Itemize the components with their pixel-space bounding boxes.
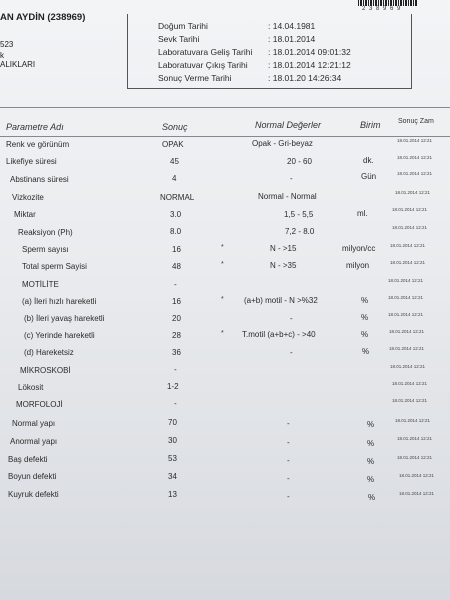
time-abstinence: 18.01.2014 12:21 [397, 171, 433, 176]
dates-box [127, 14, 412, 89]
time-color-appearance: 18.01.2014 12:21 [397, 138, 433, 143]
result-tail-defect: 13 [168, 490, 177, 499]
referral-date-value: : 18.01.2014 [268, 34, 316, 44]
header-parameter: Parametre Adı [6, 122, 64, 132]
birth-date-value: : 14.04.1981 [268, 21, 316, 31]
param-liquefaction: Likefiye süresi [6, 157, 57, 166]
time-motility-heading: 18.01.2014 12:21 [388, 278, 424, 283]
result-head-defect: 53 [168, 454, 177, 463]
abnormal-flag-motility-c: * [221, 330, 224, 337]
time-ph: 18.01.2014 12:21 [392, 225, 428, 230]
time-abnormal-structure: 18.01.2014 12:21 [397, 436, 433, 441]
result-abnormal-structure: 30 [168, 436, 177, 445]
patient-department-fragment: ALIKLARI [0, 60, 36, 69]
table-top-divider [0, 107, 450, 108]
param-total-sperm: Total sperm Sayisi [22, 262, 87, 271]
result-leukocyte: 1-2 [167, 382, 179, 391]
unit-normal-structure: % [367, 420, 375, 429]
param-viscosity: Vizkozite [12, 193, 44, 202]
lab-exit-label: Laboratuvar Çıkış Tarihi [158, 60, 248, 70]
normal-volume: 1,5 - 5,5 [284, 210, 314, 219]
result-motility-a: 16 [172, 297, 181, 306]
param-leukocyte: Lökosit [18, 383, 44, 392]
param-abstinence: Abstinans süresi [10, 175, 69, 184]
lab-arrival-label: Laboratuvara Geliş Tarihi [158, 47, 253, 57]
normal-tail-defect: - [287, 492, 290, 501]
param-motility-b: (b) İleri yavaş hareketli [24, 314, 105, 323]
normal-neck-defect: - [287, 474, 290, 483]
normal-abstinence: - [290, 174, 293, 183]
header-result: Sonuç [162, 122, 188, 132]
param-motility-d: (d) Hareketsiz [24, 348, 74, 357]
result-normal-structure: 70 [168, 418, 177, 427]
param-color-appearance: Renk ve görünüm [6, 140, 70, 149]
abnormal-flag-sperm-count: * [221, 244, 224, 251]
time-motility-b: 18.01.2014 12:21 [388, 312, 424, 317]
patient-name: AN AYDİN (238969) [0, 12, 86, 23]
patient-info-fragment: k [0, 51, 4, 60]
time-neck-defect: 18.01.2014 12:21 [399, 473, 435, 478]
result-sperm-count: 16 [172, 245, 181, 254]
time-tail-defect: 18.01.2014 12:21 [399, 491, 435, 496]
time-normal-structure: 18.01.2014 12:21 [395, 418, 431, 423]
header-result-time: Sonuç Zam [398, 118, 434, 125]
result-viscosity: NORMAL [160, 193, 195, 202]
param-ph: Reaksiyon (Ph) [18, 228, 73, 237]
time-liquefaction: 18.01.2014 12:21 [397, 155, 433, 160]
unit-sperm-count: milyon/cc [342, 244, 376, 253]
result-ph: 8.0 [170, 227, 182, 236]
unit-motility-c: % [361, 330, 369, 339]
normal-total-sperm: N - >35 [270, 261, 297, 270]
time-total-sperm: 18.01.2014 12:21 [390, 260, 426, 265]
param-motility-heading: MOTİLİTE [22, 280, 59, 289]
param-morphology-heading: MORFOLOJİ [16, 400, 63, 409]
unit-liquefaction: dk. [363, 156, 374, 165]
normal-head-defect: - [287, 456, 290, 465]
referral-date-label: Sevk Tarihi [158, 34, 200, 44]
result-microscopy-heading: - [174, 365, 177, 374]
result-morphology-heading: - [174, 399, 177, 408]
param-sperm-count: Sperm sayısı [22, 245, 69, 254]
normal-ph: 7,2 - 8.0 [285, 227, 315, 236]
unit-volume: ml. [357, 209, 368, 218]
normal-motility-d: - [290, 348, 293, 357]
unit-head-defect: % [367, 457, 375, 466]
normal-motility-b: - [290, 314, 293, 323]
normal-motility-a: (a+b) motil - N >%32 [244, 296, 318, 305]
header-unit: Birim [360, 120, 381, 130]
unit-tail-defect: % [368, 493, 376, 502]
time-motility-c: 18.01.2014 12:21 [389, 329, 425, 334]
normal-motility-c: T.motil (a+b+c) - >40 [242, 330, 316, 339]
param-motility-a: (a) İleri hızlı hareketli [22, 297, 97, 306]
abnormal-flag-motility-a: * [221, 296, 224, 303]
param-neck-defect: Boyun defekti [8, 472, 57, 481]
time-motility-a: 18.01.2014 12:21 [388, 295, 424, 300]
result-color-appearance: OPAK [162, 140, 184, 149]
time-volume: 18.01.2014 12:21 [392, 207, 428, 212]
normal-liquefaction: 20 - 60 [287, 157, 312, 166]
header-divider [0, 136, 450, 137]
time-motility-d: 18.01.2014 12:21 [389, 346, 425, 351]
birth-date-label: Doğum Tarihi [158, 21, 208, 31]
time-head-defect: 18.01.2014 12:21 [397, 455, 433, 460]
result-date-value: : 18.01.20 14:26:34 [268, 73, 342, 83]
normal-normal-structure: - [287, 419, 290, 428]
normal-color-appearance: Opak - Gri-beyaz [252, 139, 313, 148]
unit-motility-a: % [361, 296, 369, 305]
result-motility-b: 20 [172, 314, 181, 323]
param-microscopy-heading: MİKROSKOBİ [20, 366, 71, 375]
time-viscosity: 18.01.2014 12:21 [395, 190, 431, 195]
normal-viscosity: Normal - Normal [258, 192, 317, 201]
header-normal-values: Normal Değerler [255, 120, 322, 130]
time-microscopy-heading: 18.01.2014 12:21 [390, 364, 426, 369]
barcode-number: 2 3 8 9 6 9 [362, 6, 402, 12]
param-volume: Miktar [14, 210, 36, 219]
lab-exit-value: : 18.01.2014 12:21:12 [268, 60, 351, 70]
normal-sperm-count: N - >15 [270, 244, 297, 253]
result-motility-heading: - [174, 280, 177, 289]
time-sperm-count: 18.01.2014 12:21 [390, 243, 426, 248]
time-leukocyte: 18.01.2014 12:21 [392, 381, 428, 386]
time-morphology-heading: 18.01.2014 12:21 [392, 398, 428, 403]
result-motility-c: 28 [172, 331, 181, 340]
result-liquefaction: 45 [170, 157, 179, 166]
result-volume: 3.0 [170, 210, 182, 219]
param-tail-defect: Kuyruk defekti [8, 490, 59, 499]
result-date-label: Sonuç Verme Tarihi [158, 73, 232, 83]
unit-motility-d: % [362, 347, 370, 356]
param-abnormal-structure: Anormal yapı [10, 437, 58, 446]
unit-motility-b: % [361, 313, 369, 322]
unit-neck-defect: % [367, 475, 375, 484]
result-neck-defect: 34 [168, 472, 177, 481]
param-normal-structure: Normal yapı [12, 419, 56, 428]
abnormal-flag-total-sperm: * [221, 261, 224, 268]
result-motility-d: 36 [172, 348, 181, 357]
unit-abstinence: Gün [361, 172, 377, 181]
result-total-sperm: 48 [172, 262, 181, 271]
result-abstinence: 4 [172, 174, 177, 183]
param-motility-c: (c) Yerinde hareketli [24, 331, 95, 340]
param-head-defect: Baş defekti [8, 455, 48, 464]
normal-abnormal-structure: - [287, 438, 290, 447]
unit-abnormal-structure: % [367, 439, 375, 448]
patient-id-fragment: 523 [0, 40, 14, 49]
lab-arrival-value: : 18.01.2014 09:01:32 [268, 47, 351, 57]
unit-total-sperm: milyon [346, 261, 370, 270]
